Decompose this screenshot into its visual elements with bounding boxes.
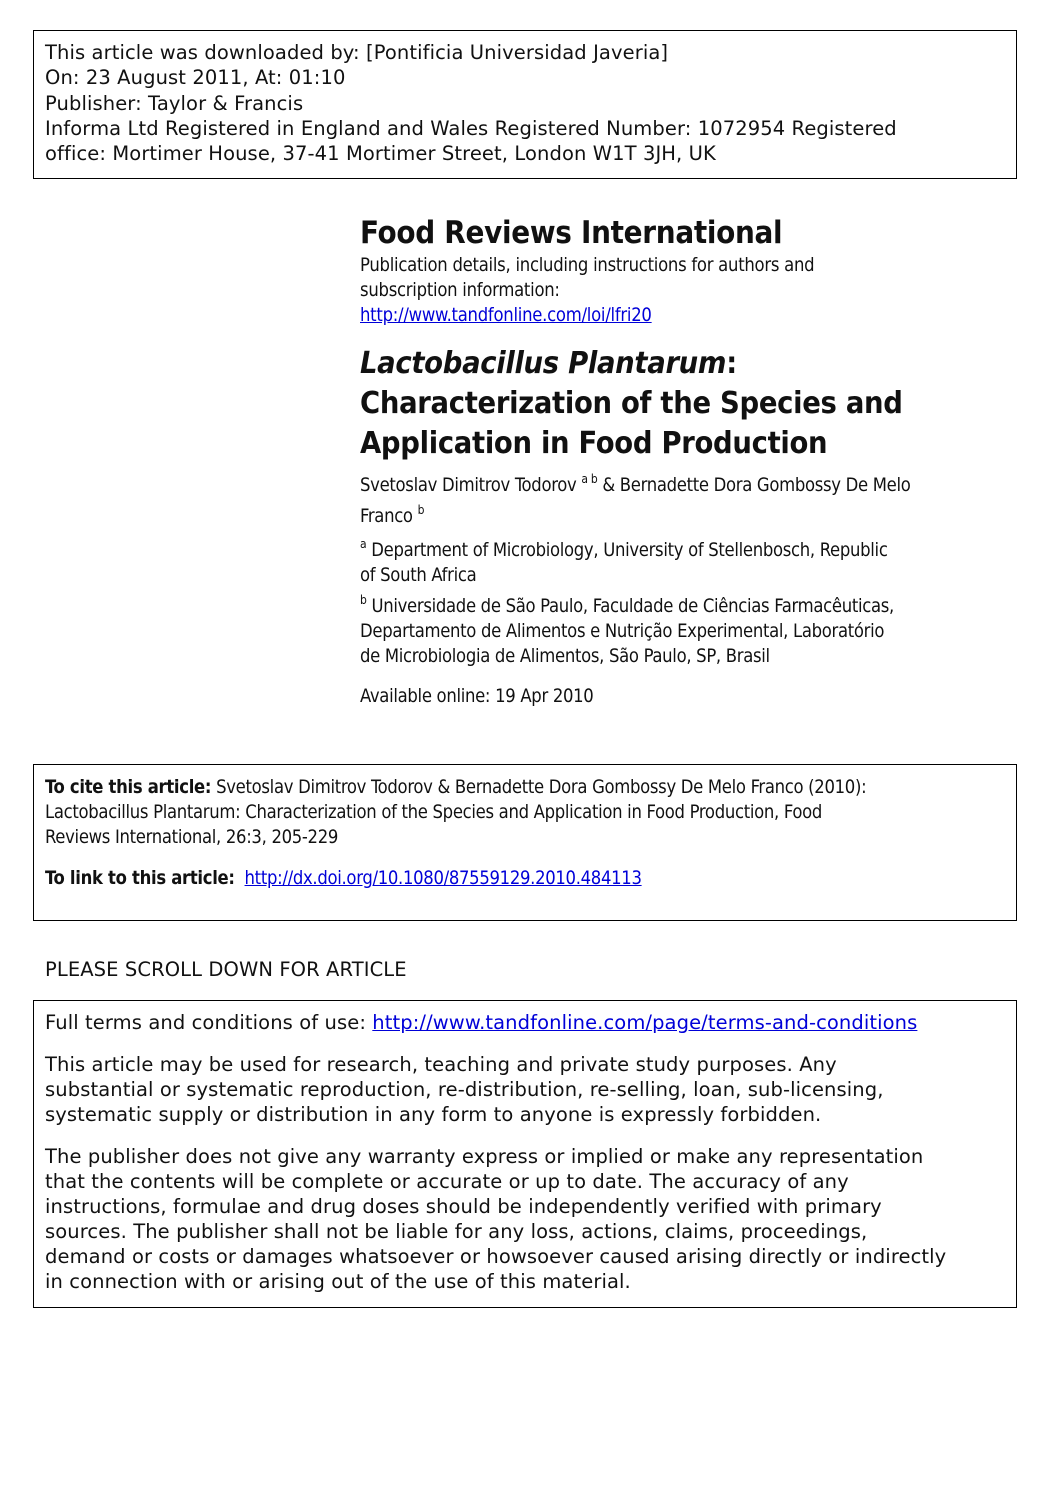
terms-line: demand or costs or damages whatsoever or howsoever caused arising directly or indirectly	[45, 1245, 947, 1268]
download-notice-box	[33, 30, 1017, 179]
article-link-label: To link to this article:	[45, 868, 235, 889]
article-title-colon: :	[726, 346, 737, 381]
terms-line: substantial or systematic reproduction, re-distribution, re-selling, loan, sub-licensing,	[45, 1078, 884, 1101]
citation-text	[45, 775, 1005, 850]
publication-details-line: subscription information:	[360, 280, 560, 301]
affiliation-text: de Microbiologia de Alimentos, São Paulo, SP, Brasil	[360, 646, 770, 667]
terms-line: sources. The publisher shall not be liable for any loss, actions, claims, proceedings,	[45, 1220, 868, 1243]
affiliation-a	[360, 538, 1010, 588]
download-notice-line: On: 23 August 2011, At: 01:10	[45, 66, 346, 90]
terms-line: that the contents will be complete or accurate or up to date. The accuracy of any	[45, 1170, 849, 1193]
author-name: Franco	[360, 506, 413, 527]
publication-details	[360, 253, 1010, 328]
affiliation-text: Departamento de Alimentos e Nutrição Experimental, Laboratório	[360, 621, 885, 642]
terms-line: This article may be used for research, teaching and private study purposes. Any	[45, 1053, 837, 1076]
article-title-line: Characterization of the Species and	[360, 386, 903, 421]
article-title	[360, 344, 1010, 464]
affiliation-text: of South Africa	[360, 565, 477, 586]
terms-intro	[45, 1010, 1005, 1035]
affiliation-text: Department of Microbiology, University of Stellenbosch, Republic	[366, 540, 888, 561]
citation-line: Lactobacillus Plantarum: Characterization of the Species and Application in Food Production, Food	[45, 802, 823, 823]
citation-line: Reviews International, 26:3, 205-229	[45, 827, 339, 848]
affiliation-b	[360, 594, 1010, 669]
author-affiliation-mark: a b	[581, 472, 598, 486]
terms-link[interactable]: http://www.tandfonline.com/page/terms-and-conditions	[372, 1011, 918, 1034]
affiliation-mark: a	[360, 537, 367, 551]
terms-paragraph	[45, 1052, 1005, 1127]
download-notice-line: Informa Ltd Registered in England and Wales Registered Number: 1072954 Registered	[45, 116, 897, 140]
citation-label: To cite this article:	[45, 777, 212, 798]
download-notice-line: Publisher: Taylor & Francis	[45, 91, 304, 115]
article-title-line: Application in Food Production	[360, 426, 828, 461]
terms-line: The publisher does not give any warranty express or implied or make any representation	[45, 1145, 924, 1168]
download-notice-line: This article was downloaded by: [Pontificia Universidad Javeria]	[45, 41, 669, 64]
disclaimer-paragraph	[45, 1144, 1005, 1294]
affiliation-mark: b	[360, 593, 367, 607]
publication-details-line: Publication details, including instructions for authors and	[360, 255, 815, 276]
author-name: & Bernadette Dora Gombossy De Melo	[597, 475, 911, 496]
citation-line: Svetoslav Dimitrov Todorov & Bernadette Dora Gombossy De Melo Franco (2010):	[211, 777, 867, 798]
available-online: Available online: 19 Apr 2010	[360, 686, 594, 707]
doi-link[interactable]: http://dx.doi.org/10.1080/87559129.2010.484113	[244, 868, 642, 889]
download-notice-line: office: Mortimer House, 37-41 Mortimer Street, London W1T 3JH, UK	[45, 142, 716, 166]
scroll-notice: PLEASE SCROLL DOWN FOR ARTICLE	[45, 958, 407, 981]
journal-block	[360, 213, 1010, 709]
affiliation-text: Universidade de São Paulo, Faculdade de Ciências Farmacêuticas,	[366, 596, 894, 617]
terms-intro-text: Full terms and conditions of use:	[45, 1011, 373, 1034]
terms-line: in connection with or arising out of the use of this material.	[45, 1270, 631, 1293]
journal-url-link[interactable]: http://www.tandfonline.com/loi/lfri20	[360, 305, 652, 326]
article-link-row	[45, 866, 1005, 891]
terms-line: systematic supply or distribution in any form to anyone is expressly forbidden.	[45, 1103, 822, 1126]
citation-box	[33, 764, 1017, 921]
journal-title: Food Reviews International	[360, 215, 783, 251]
author-name: Svetoslav Dimitrov Todorov	[360, 475, 577, 496]
article-title-species: Lactobacillus Plantarum	[360, 346, 727, 381]
terms-line: instructions, formulae and drug doses should be independently verified with primary	[45, 1195, 882, 1218]
author-affiliation-mark: b	[417, 503, 425, 517]
author-list	[360, 470, 1010, 532]
terms-box	[33, 1000, 1017, 1308]
